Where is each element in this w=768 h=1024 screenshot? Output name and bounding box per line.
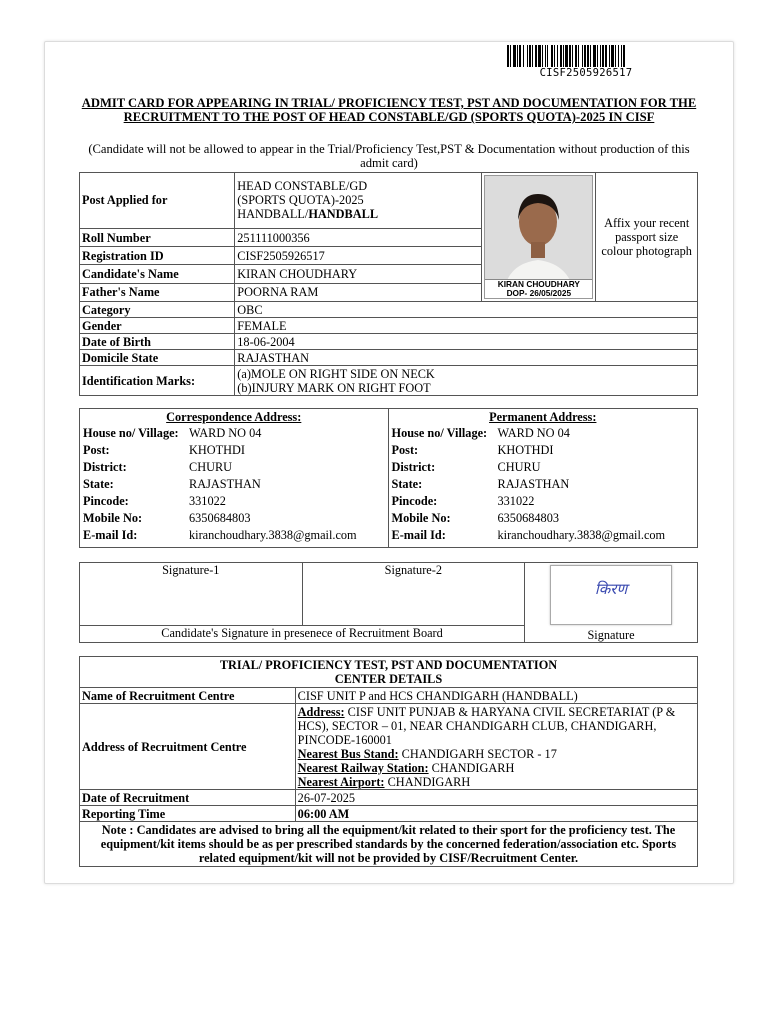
centre-name-label: Name of Recruitment Centre bbox=[80, 688, 296, 704]
signature-table bbox=[79, 562, 698, 643]
perm-pincode-value: 331022 bbox=[497, 494, 535, 508]
name-value: KIRAN CHOUDHARY bbox=[235, 265, 482, 283]
date-value: 26-07-2025 bbox=[295, 790, 697, 806]
corr-district-value: CHURU bbox=[189, 460, 233, 474]
dob-value: 18-06-2004 bbox=[235, 334, 698, 350]
corr-mobile-value: 6350684803 bbox=[189, 511, 251, 525]
perm-district-label: District: bbox=[391, 460, 436, 474]
barcode bbox=[507, 45, 665, 67]
rail-value: CHANDIGARH bbox=[428, 760, 515, 775]
father-label: Father's Name bbox=[80, 283, 235, 301]
signature-image bbox=[550, 565, 672, 625]
barcode-bar bbox=[615, 45, 616, 67]
perm-state-label: State: bbox=[391, 477, 423, 491]
perm-house-row bbox=[392, 425, 695, 442]
corr-pincode-value: 331022 bbox=[189, 494, 226, 508]
barcode-bar bbox=[529, 45, 531, 67]
barcode-bar bbox=[542, 45, 543, 67]
barcode-bar bbox=[618, 45, 619, 67]
address-table bbox=[79, 408, 698, 548]
barcode-bar bbox=[593, 45, 596, 67]
gender-value: FEMALE bbox=[235, 318, 698, 334]
air-key: Nearest Airport: bbox=[297, 774, 385, 789]
barcode-bar bbox=[621, 45, 622, 67]
post-line2: (SPORTS QUOTA)-2025 bbox=[237, 193, 364, 208]
time-value: 06:00 AM bbox=[295, 806, 697, 822]
signature-1-box: Signature-1 bbox=[80, 563, 303, 626]
correspondence-address bbox=[80, 409, 389, 548]
post-line3a: HANDBALL/ bbox=[237, 207, 309, 222]
candidate-photo bbox=[484, 175, 593, 299]
barcode-bar bbox=[590, 45, 591, 67]
center-header-1: TRIAL/ PROFICIENCY TEST, PST AND DOCUMENTATION bbox=[219, 658, 558, 672]
perm-pincode-row bbox=[392, 493, 695, 510]
corr-post-row bbox=[83, 442, 385, 459]
perm-mobile-label: Mobile No: bbox=[391, 511, 451, 525]
bus-key: Nearest Bus Stand: bbox=[297, 746, 399, 761]
admit-card-title: ADMIT CARD FOR APPEARING IN TRIAL/ PROFICIENCY TEST, PST AND DOCUMENTATION FOR THE RECRUITMENT TO THE POST OF HEAD CONSTABLE/GD (SPORTS QUOTA)-2025 IN CISF bbox=[81, 96, 697, 124]
corr-pincode-label: Pincode: bbox=[83, 494, 129, 508]
corr-house-value: WARD NO 04 bbox=[189, 426, 262, 440]
note: Note : Candidates are advised to bring all the equipment/kit related to their sport for the proficiency test. The equipment/kit items should be as per prescribed standards by the concerned federation/association etc. Sports related equipment/kit will not be provided by CISF/Recruitment Center. bbox=[80, 822, 698, 867]
center-header-2: CENTER DETAILS bbox=[334, 672, 443, 686]
corr-pincode-row bbox=[83, 493, 385, 510]
corr-state-value: RAJASTHAN bbox=[189, 477, 261, 491]
father-value: POORNA RAM bbox=[235, 283, 482, 301]
barcode-bar bbox=[554, 45, 555, 67]
center-header bbox=[80, 657, 698, 688]
corr-state-row bbox=[83, 476, 385, 493]
perm-state-value: RAJASTHAN bbox=[497, 477, 570, 491]
barcode-bar bbox=[600, 45, 601, 67]
date-label: Date of Recruitment bbox=[80, 790, 296, 806]
corr-email-label: E-mail Id: bbox=[83, 528, 138, 542]
post-value bbox=[235, 173, 482, 229]
name-label: Candidate's Name bbox=[80, 265, 235, 283]
domicile-value: RAJASTHAN bbox=[235, 350, 698, 366]
airport bbox=[298, 775, 695, 789]
air-value: CHANDIGARH bbox=[384, 774, 471, 789]
corr-house-row bbox=[83, 425, 385, 442]
corr-post-value: KHOTHDI bbox=[189, 443, 246, 457]
signature-2-box: Signature-2 bbox=[302, 563, 525, 626]
barcode-bar bbox=[535, 45, 537, 67]
barcode-bar bbox=[507, 45, 509, 67]
post-line1: HEAD CONSTABLE/GD bbox=[237, 179, 368, 194]
perm-house-value: WARD NO 04 bbox=[497, 426, 570, 440]
perm-post-row bbox=[392, 442, 695, 459]
photo-caption bbox=[485, 279, 592, 298]
barcode-bar bbox=[569, 45, 571, 67]
perm-state-row bbox=[392, 476, 695, 493]
barcode-bar bbox=[532, 45, 533, 67]
gender-label: Gender bbox=[80, 318, 235, 334]
corr-state-label: State: bbox=[83, 477, 114, 491]
signature-image-cell bbox=[525, 563, 698, 643]
corr-mobile-row bbox=[83, 510, 385, 527]
perm-email-value: kiranchoudhary.3838@gmail.com bbox=[497, 528, 666, 542]
permanent-address bbox=[388, 409, 698, 548]
barcode-bar bbox=[578, 45, 579, 67]
barcode-bar bbox=[545, 45, 546, 67]
barcode-bar bbox=[563, 45, 564, 67]
permanent-header: Permanent Address: bbox=[489, 410, 597, 424]
barcode-bar bbox=[623, 45, 625, 67]
marks-value bbox=[235, 366, 698, 396]
barcode-bar bbox=[523, 45, 524, 67]
domicile-label: Domicile State bbox=[80, 350, 235, 366]
affix-photo-note: Affix your recent passport size colour photograph bbox=[596, 173, 698, 302]
reg-value: CISF2505926517 bbox=[235, 247, 482, 265]
signature-handwriting: किरण bbox=[594, 580, 628, 598]
barcode-bar bbox=[560, 45, 562, 67]
perm-email-label: E-mail Id: bbox=[391, 528, 446, 542]
corr-house-label: House no/ Village: bbox=[83, 426, 179, 440]
perm-mobile-value: 6350684803 bbox=[497, 511, 559, 525]
signature-presence-note: Candidate's Signature in presenece of Recruitment Board bbox=[80, 625, 525, 642]
railway-station bbox=[298, 761, 695, 775]
barcode-bar bbox=[538, 45, 541, 67]
barcode-bar bbox=[587, 45, 589, 67]
dob-label: Date of Birth bbox=[80, 334, 235, 350]
roll-label: Roll Number bbox=[80, 228, 235, 246]
centre-address-text bbox=[298, 705, 695, 747]
centre-name-value: CISF UNIT P and HCS CHANDIGARH (HANDBALL) bbox=[295, 688, 697, 704]
marks-label: Identification Marks: bbox=[80, 366, 235, 396]
corr-post-label: Post: bbox=[83, 443, 110, 457]
category-value: OBC bbox=[235, 302, 698, 318]
perm-district-value: CHURU bbox=[497, 460, 541, 474]
perm-pincode-label: Pincode: bbox=[391, 494, 438, 508]
barcode-text: CISF2505926517 bbox=[539, 67, 633, 79]
center-details-table bbox=[79, 656, 698, 867]
roll-value: 251111000356 bbox=[235, 228, 482, 246]
address-value: CISF UNIT PUNJAB & HARYANA CIVIL SECRETARIAT (P & HCS), SECTOR – 01, NEAR CHANDIGARH CLUB, CHANDIGARH, PINCODE-160001 bbox=[297, 704, 676, 747]
barcode-bar bbox=[519, 45, 521, 67]
signature-label: Signature bbox=[587, 628, 635, 642]
barcode-bar bbox=[605, 45, 607, 67]
perm-house-label: House no/ Village: bbox=[391, 426, 488, 440]
corr-mobile-label: Mobile No: bbox=[83, 511, 143, 525]
perm-email-row bbox=[392, 527, 695, 544]
bus-stand bbox=[298, 747, 695, 761]
barcode-bar bbox=[510, 45, 511, 67]
reg-label: Registration ID bbox=[80, 247, 235, 265]
barcode-bar bbox=[575, 45, 577, 67]
corr-email-row bbox=[83, 527, 385, 544]
mark-2: (b)INJURY MARK ON RIGHT FOOT bbox=[237, 380, 431, 395]
centre-address-label: Address of Recruitment Centre bbox=[80, 704, 296, 790]
barcode-bar bbox=[609, 45, 610, 67]
bus-value: CHANDIGARH SECTOR - 17 bbox=[398, 746, 557, 761]
photo-cell bbox=[482, 173, 596, 302]
correspondence-header: Correspondence Address: bbox=[166, 410, 302, 424]
barcode-bar bbox=[582, 45, 583, 67]
address-key: Address: bbox=[297, 704, 345, 719]
barcode-bar bbox=[527, 45, 528, 67]
corr-district-row bbox=[83, 459, 385, 476]
post-line3b: HANDBALL bbox=[308, 207, 379, 222]
barcode-bar bbox=[584, 45, 586, 67]
barcode-bar bbox=[611, 45, 614, 67]
barcode-bar bbox=[565, 45, 568, 67]
photo-caption-name: KIRAN CHOUDHARY bbox=[497, 279, 580, 289]
barcode-bar bbox=[517, 45, 518, 67]
rail-key: Nearest Railway Station: bbox=[297, 760, 429, 775]
centre-address-value bbox=[295, 704, 697, 790]
category-label: Category bbox=[80, 302, 235, 318]
admit-card-subtitle: (Candidate will not be allowed to appear in the Trial/Proficiency Test,PST & Documentation without production of this admit card) bbox=[88, 142, 690, 170]
photo-caption-dop: DOP- 26/05/2025 bbox=[506, 288, 572, 298]
barcode-bar bbox=[547, 45, 548, 67]
corr-district-label: District: bbox=[83, 460, 127, 474]
time-label: Reporting Time bbox=[80, 806, 296, 822]
mark-1: (a)MOLE ON RIGHT SIDE ON NECK bbox=[237, 366, 435, 381]
candidate-details-table bbox=[79, 172, 698, 396]
barcode-bar bbox=[551, 45, 553, 67]
perm-district-row bbox=[392, 459, 695, 476]
perm-mobile-row bbox=[392, 510, 695, 527]
post-label: Post Applied for bbox=[80, 173, 235, 229]
post-line3 bbox=[237, 207, 479, 221]
barcode-bar bbox=[513, 45, 516, 67]
corr-email-value: kiranchoudhary.3838@gmail.com bbox=[189, 528, 357, 542]
barcode-bar bbox=[572, 45, 573, 67]
perm-post-label: Post: bbox=[391, 443, 419, 457]
barcode-bar bbox=[602, 45, 604, 67]
perm-post-value: KHOTHDI bbox=[497, 443, 554, 457]
barcode-bar bbox=[557, 45, 558, 67]
barcode-bar bbox=[597, 45, 598, 67]
